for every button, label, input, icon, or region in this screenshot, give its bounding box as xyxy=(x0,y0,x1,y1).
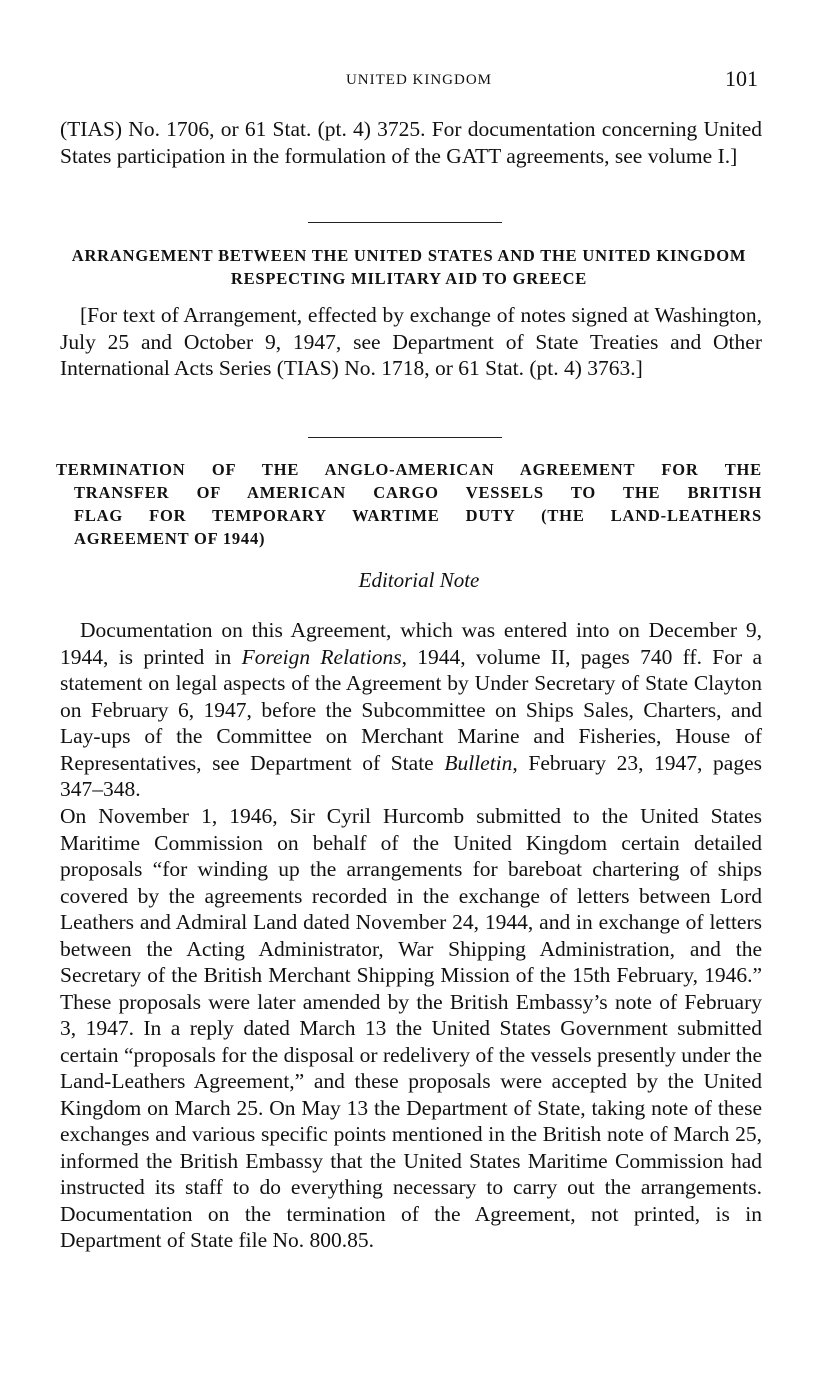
heading-line: TERMINATION OF THE ANGLO-AMERICAN AGREEMENT FOR THE xyxy=(56,460,762,479)
publication-title: Foreign Relations xyxy=(241,644,402,669)
section-heading-land-leathers xyxy=(56,458,762,550)
greece-arrangement-paragraph: [For text of Arrangement, effected by exchange of notes signed at Washington, July 25 and October 9, 1947, see Department of State Treaties and Other International Acts Series (TIAS) No. 1718, or 61 Stat. (pt. 4) 3763.] xyxy=(60,303,762,380)
text-run: , February 23, 1947, pages 347–348. xyxy=(60,750,762,801)
heading-line: FLAG FOR TEMPORARY WARTIME DUTY (THE LAND-LEATHERS xyxy=(74,506,762,525)
section-heading-greece: ARRANGEMENT BETWEEN THE UNITED STATES AND THE UNITED KINGDOM RESPECTING MILITARY AID TO GREECE xyxy=(71,246,747,288)
editorial-note-title: Editorial Note xyxy=(358,568,480,592)
text-run: , 1944, volume II, pages 740 ff. For a statement on legal aspects of the Agreement by Under Secretary of State Clayton on February 6, 1947, before the Subcommittee on Ships Sales, Charters, and Lay-ups of the Committee on Merchant Marine and Fisheries, House of Representatives, see Department of State xyxy=(60,644,762,775)
proposals-paragraph xyxy=(60,803,762,1254)
section-divider xyxy=(308,437,502,438)
page-number: 101 xyxy=(725,66,758,91)
publication-title: Bulletin xyxy=(444,750,513,775)
heading-line: AGREEMENT OF 1944) xyxy=(74,529,266,548)
continuation-paragraph: (TIAS) No. 1706, or 61 Stat. (pt. 4) 3725. For documentation concerning United States participation in the formulation of the GATT agreements, see volume I.] xyxy=(60,117,762,168)
section-divider xyxy=(308,222,502,223)
running-header: UNITED KINGDOM xyxy=(345,72,493,88)
heading-line: TRANSFER OF AMERICAN CARGO VESSELS TO THE BRITISH xyxy=(74,483,762,502)
documentation-paragraph xyxy=(60,617,762,803)
text-run: Documentation on this Agreement, which was entered into on December 9, 1944, is printed in xyxy=(60,618,762,669)
text-run: On November 1, 1946, Sir Cyril Hurcomb submitted to the United States Maritime Commission on behalf of the United Kingdom certain detailed proposals “for winding up the arrangements for bareboat chartering of ships covered by the agreements recorded in the exchange of letters between Lord Leathers and Admiral Land dated November 24, 1944, and in exchange of letters between the Acting Administrator, War Shipping Administration, and the Secretary of the British Merchant Shipping Mission of the 15th February, 1946.” These proposals were later amended by the British Embassy’s note of February 3, 1947. In a reply dated March 13 the United States Government submitted certain “proposals for the disposal or redelivery of the vessels presently under the Land-Leathers Agreement,” and these proposals were accepted by the United Kingdom on March 25. On May 13 the Department of State, taking note of these exchanges and various specific points mentioned in the British note of March 25, informed the British Embassy that the United States Maritime Commission had instructed its staff to do everything necessary to carry out the arrangements. Documentation on the termination of the Agreement, not printed, is in Department of State file No. 800.85. xyxy=(60,804,762,1252)
